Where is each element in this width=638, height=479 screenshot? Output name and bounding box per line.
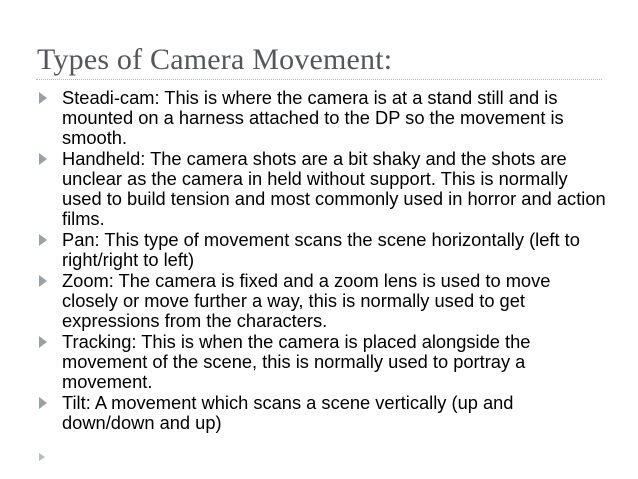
triangle-bullet-icon [39,336,47,348]
triangle-bullet-icon [39,397,47,409]
bullet-item-tilt [36,393,606,433]
triangle-bullet-icon [39,153,47,165]
bullet-text: Handheld: The camera shots are a bit shaky and the shots are unclear as the camera in held without support. This is normally used to build tension and most commonly used in horror and action films. [62,148,606,229]
bullet-item-tracking [36,332,606,392]
bullet-list [36,88,606,434]
title-divider [36,79,602,80]
bullet-item-steadicam [36,88,606,148]
bullet-text: Pan: This type of movement scans the scene horizontally (left to right/right to left) [62,229,580,270]
bullet-text: Steadi-cam: This is where the camera is at a stand still and is mounted on a harness attached to the DP so the movement is smooth. [62,87,564,148]
triangle-bullet-icon [39,234,47,246]
bullet-text: Tracking: This is when the camera is placed alongside the movement of the scene, this is normally used to portray a movement. [62,331,531,392]
bullet-item-pan [36,230,606,270]
bullet-item-zoom [36,271,606,331]
empty-bullet-icon [39,453,45,461]
bullet-text: Zoom: The camera is fixed and a zoom lens is used to move closely or move further a way, this is normally used to get expressions from the characters. [62,270,551,331]
bullet-item-handheld [36,149,606,229]
triangle-bullet-icon [39,275,47,287]
triangle-bullet-icon [39,92,47,104]
bullet-text: Tilt: A movement which scans a scene vertically (up and down/down and up) [62,392,514,433]
slide-title: Types of Camera Movement: [37,43,393,76]
